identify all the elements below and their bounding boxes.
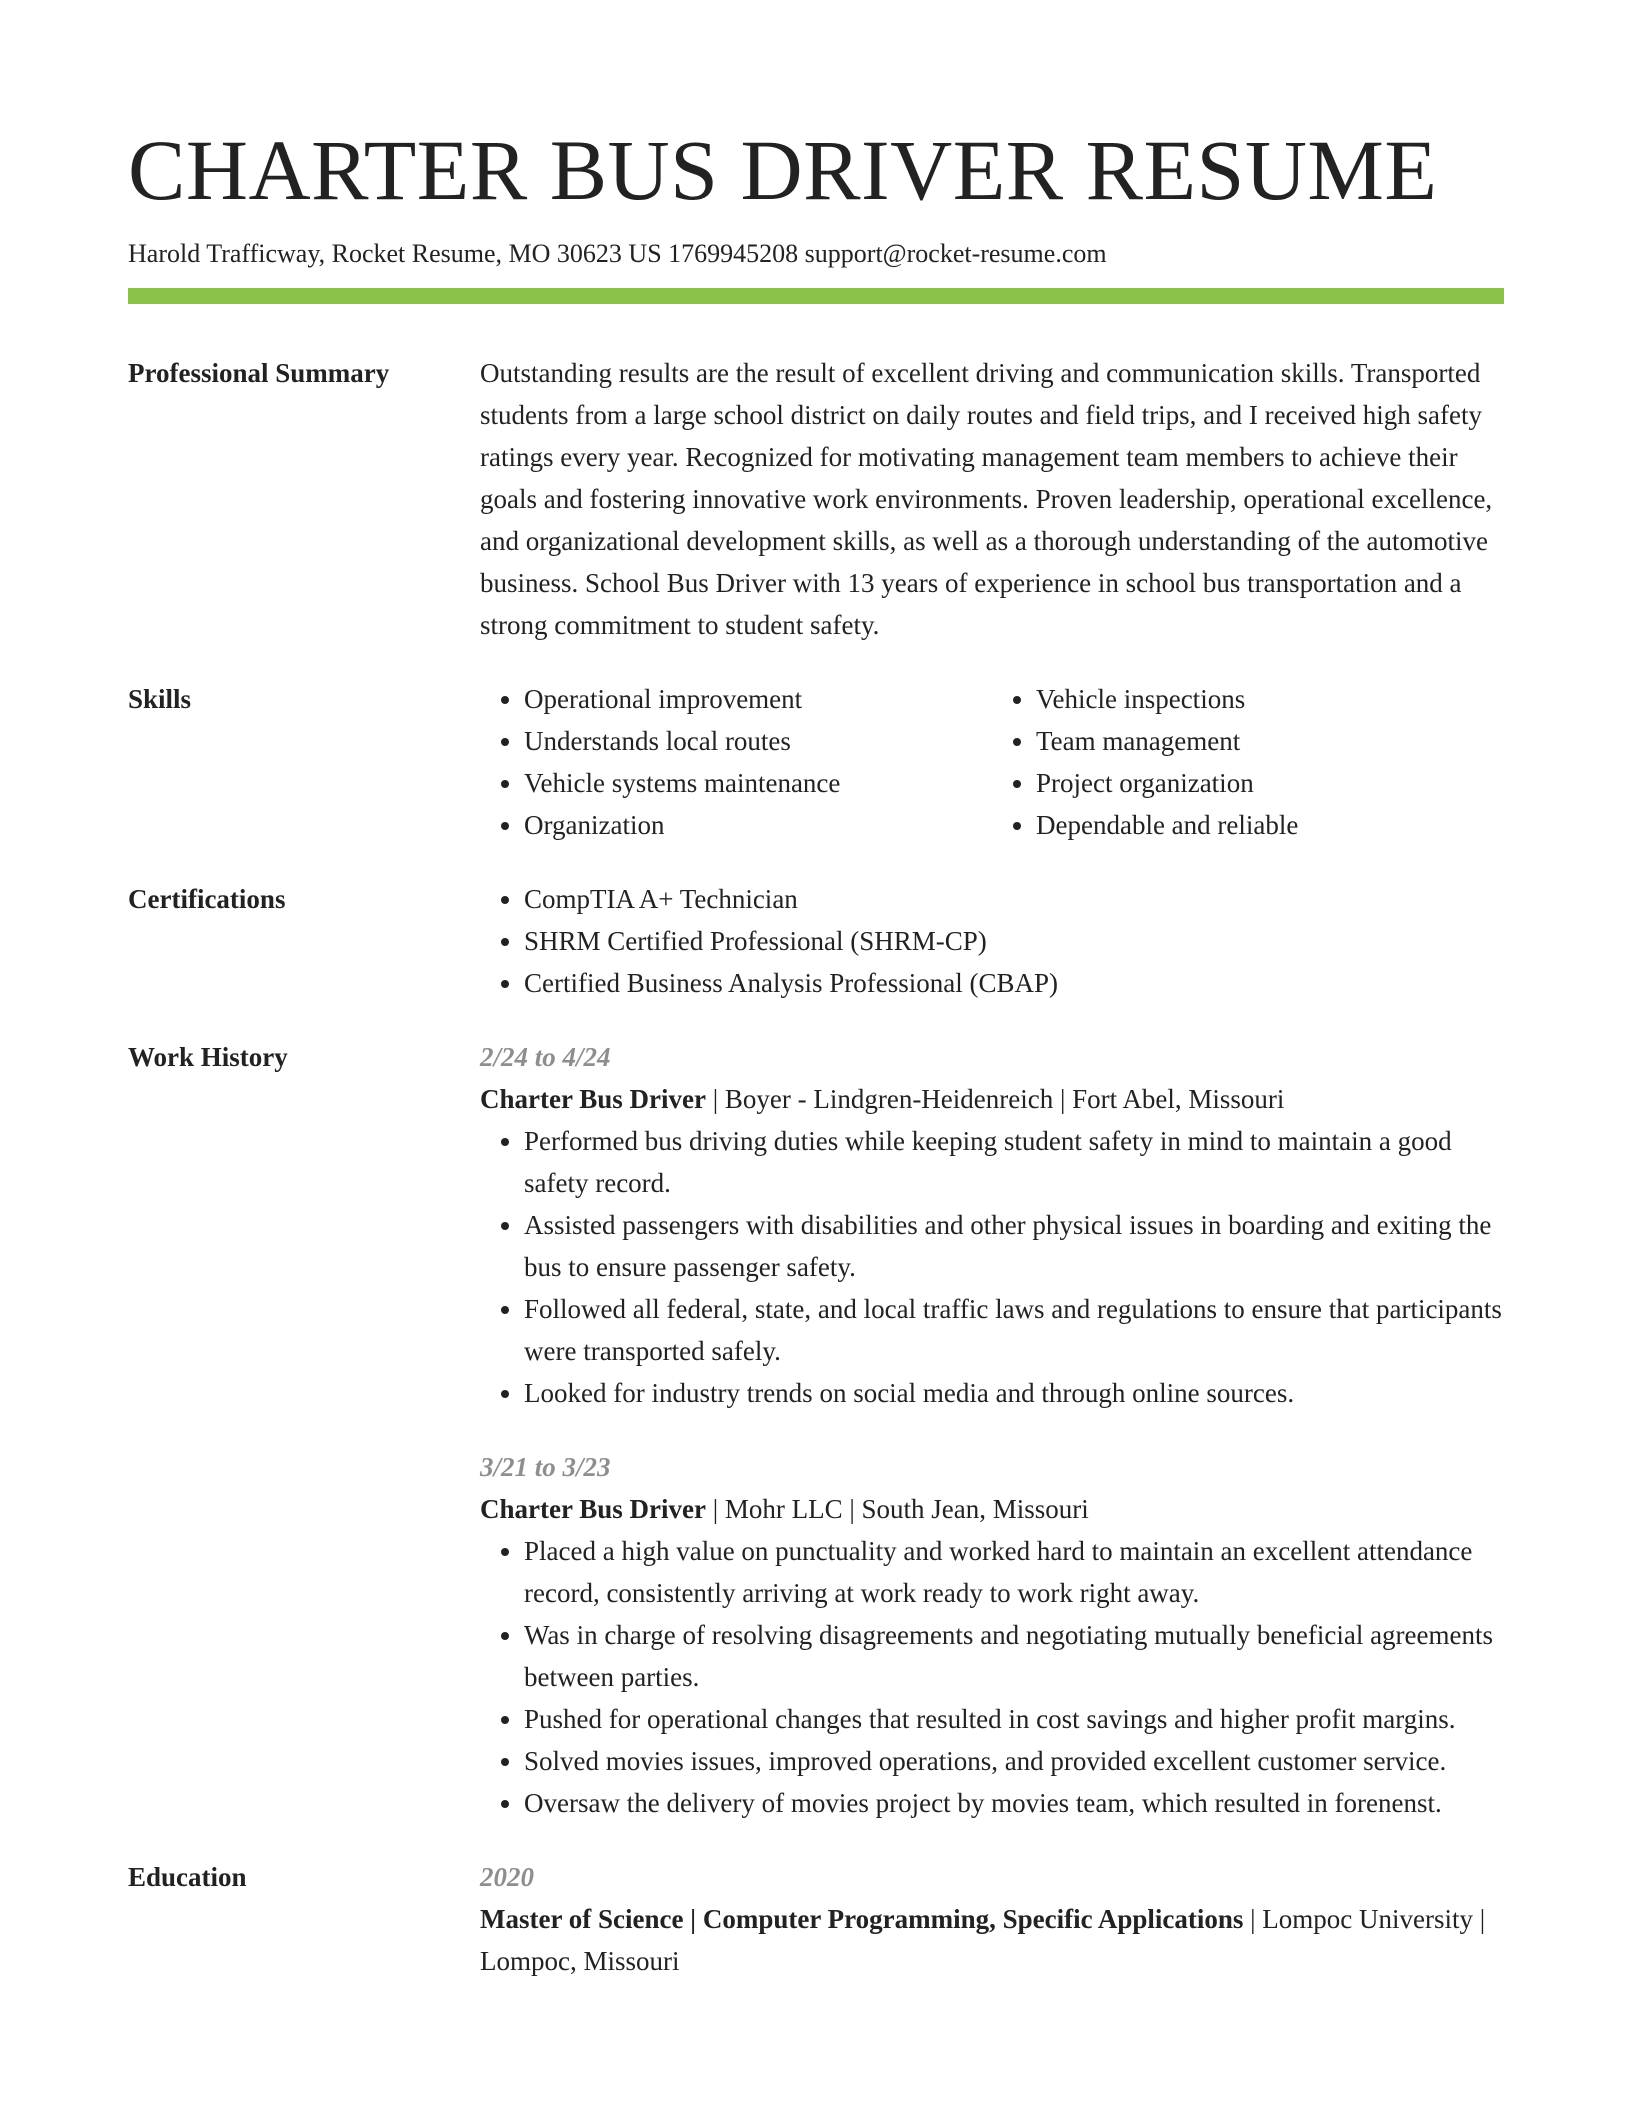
certifications-list (480, 878, 1504, 1004)
section-label-work: Work History (128, 1042, 288, 1072)
resume-title: CHARTER BUS DRIVER RESUME (128, 122, 1438, 218)
section-certifications (128, 878, 1504, 1004)
certification-item: • SHRM Certified Professional (SHRM-CP) (524, 920, 1504, 962)
section-body-work (480, 1036, 1504, 1824)
education-school-location: | Lompoc University | Lompoc, Missouri (480, 1904, 1486, 1976)
skill-item: • Operational improvement (524, 678, 992, 720)
education-year: 2020 (480, 1862, 534, 1892)
job-bullets (480, 1530, 1504, 1824)
job-employer-location: | Boyer - Lindgren-Heidenreich | Fort Abel, Missouri (705, 1084, 1285, 1114)
accent-divider (128, 288, 1504, 304)
job-title: Charter Bus Driver (480, 1084, 706, 1114)
job-employer-location: | Mohr LLC | South Jean, Missouri (705, 1494, 1089, 1524)
section-body-summary (480, 352, 1504, 646)
summary-text: Outstanding results are the result of excellent driving and communication skills. Transported students from a large school district on daily routes and field trips, and I received high safety ratings every year. Recognized for motivating management team members to achieve their goals and fostering innovative work environments. Proven leadership, operational excellence, and organizational development skills, as well as a thorough understanding of the automotive business. School Bus Driver with 13 years of experience in school bus transportation and a strong commitment to student safety. (480, 358, 1493, 640)
job-dates: 3/21 to 3/23 (480, 1452, 611, 1482)
section-professional-summary (128, 352, 1504, 646)
education-heading (480, 1898, 1504, 1982)
job-bullet: • Assisted passengers with disabilities and other physical issues in boarding and exiting the bus to ensure passenger safety. (524, 1204, 1504, 1288)
job-bullets (480, 1120, 1504, 1414)
job-bullet: • Placed a high value on punctuality and worked hard to maintain an excellent attendance record, consistently arriving at work ready to work right away. (524, 1530, 1504, 1614)
education-degree: Master of Science | Computer Programming, Specific Applications (480, 1904, 1244, 1934)
skill-item: • Team management (1036, 720, 1504, 762)
section-work-history (128, 1036, 1504, 1824)
skill-item: • Dependable and reliable (1036, 804, 1504, 846)
job-bullet: • Solved movies issues, improved operations, and provided excellent customer service. (524, 1740, 1504, 1782)
job-bullet: • Oversaw the delivery of movies project by movies team, which resulted in forenenst. (524, 1782, 1504, 1824)
resume-page (128, 0, 1504, 1982)
section-body-certifications (480, 878, 1504, 1004)
section-label-summary: Professional Summary (128, 358, 390, 388)
skill-item: • Project organization (1036, 762, 1504, 804)
job-heading (480, 1078, 1504, 1120)
skill-item: • Organization (524, 804, 992, 846)
section-body-education (480, 1856, 1504, 1982)
job-bullet: • Looked for industry trends on social media and through online sources. (524, 1372, 1504, 1414)
skills-list-right (992, 678, 1504, 846)
section-skills (128, 678, 1504, 846)
skills-grid (480, 678, 1504, 846)
certification-item: • CompTIA A+ Technician (524, 878, 1504, 920)
job-bullet: • Performed bus driving duties while keeping student safety in mind to maintain a good safety record. (524, 1120, 1504, 1204)
certification-item: • Certified Business Analysis Professional (CBAP) (524, 962, 1504, 1004)
job-entry (480, 1446, 1504, 1824)
contact-line: Harold Trafficway, Rocket Resume, MO 30623 US 1769945208 support@rocket-resume.com (128, 239, 1107, 268)
section-body-skills (480, 678, 1504, 846)
job-bullet: • Followed all federal, state, and local traffic laws and regulations to ensure that participants were transported safely. (524, 1288, 1504, 1372)
skill-item: • Understands local routes (524, 720, 992, 762)
job-bullet: • Was in charge of resolving disagreements and negotiating mutually beneficial agreements between parties. (524, 1614, 1504, 1698)
skill-item: • Vehicle inspections (1036, 678, 1504, 720)
job-bullet: • Pushed for operational changes that resulted in cost savings and higher profit margins. (524, 1698, 1504, 1740)
job-dates: 2/24 to 4/24 (480, 1042, 611, 1072)
section-label-skills: Skills (128, 684, 192, 714)
section-education (128, 1856, 1504, 1982)
skills-list-left (480, 678, 992, 846)
job-heading (480, 1488, 1504, 1530)
job-title: Charter Bus Driver (480, 1494, 706, 1524)
job-entry (480, 1036, 1504, 1414)
section-label-certifications: Certifications (128, 884, 286, 914)
section-label-education: Education (128, 1862, 247, 1892)
skill-item: • Vehicle systems maintenance (524, 762, 992, 804)
